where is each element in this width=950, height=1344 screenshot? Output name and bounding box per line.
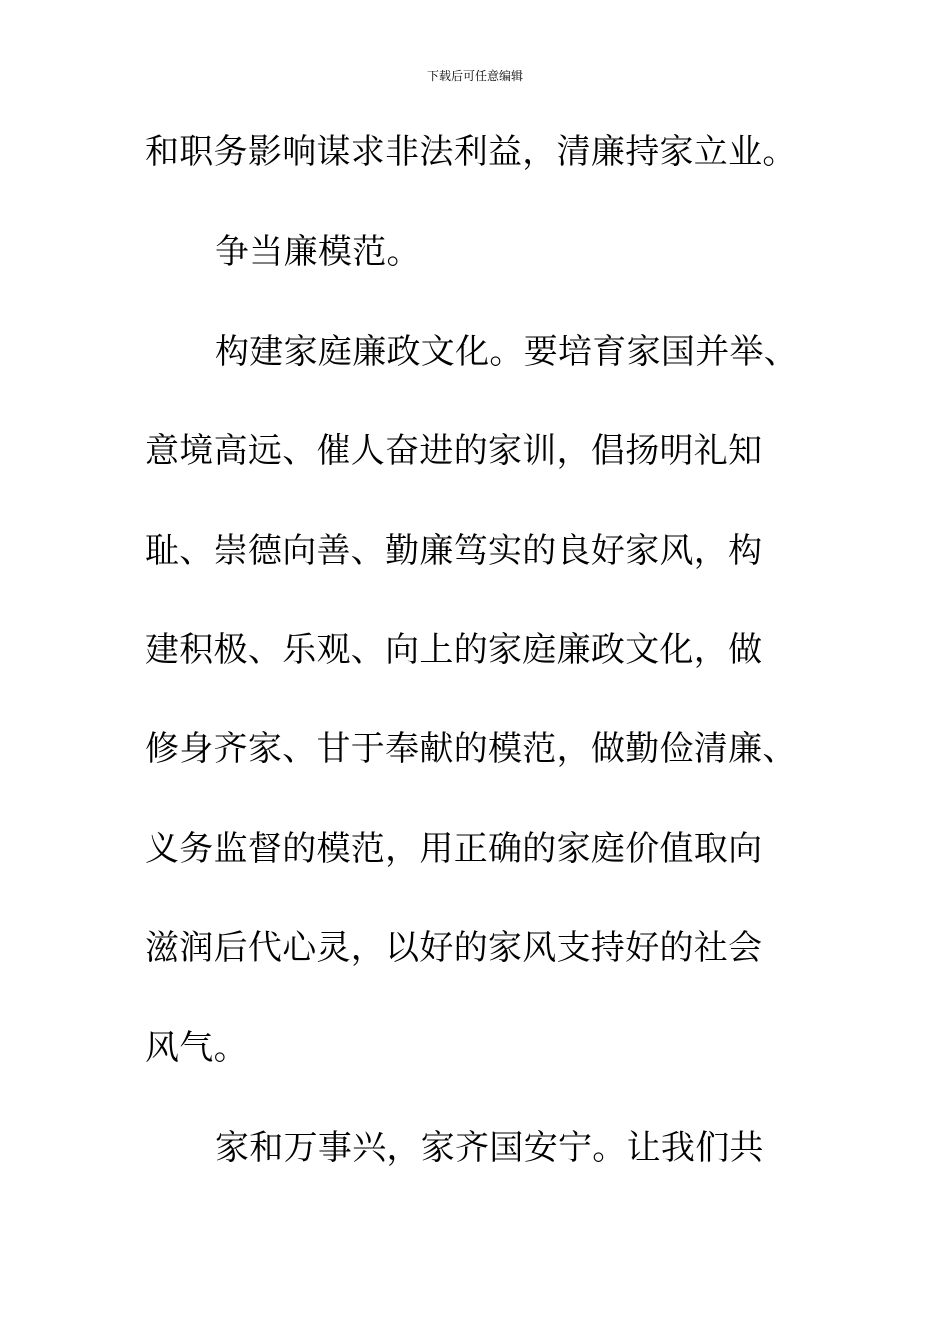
body-line-5: 耻、崇德向善、勤廉笃实的良好家风，构 [145, 531, 763, 571]
body-line-1: 和职务影响谋求非法利益，清廉持家立业。 [145, 132, 797, 172]
body-line-6: 建积极、乐观、向上的家庭廉政文化，做 [145, 630, 763, 670]
body-line-10: 风气。 [145, 1028, 248, 1068]
body-line-7: 修身齐家、甘于奉献的模范，做勤俭清廉、 [145, 729, 797, 769]
body-line-8: 义务监督的模范，用正确的家庭价值取向 [145, 829, 763, 869]
body-line-3: 构建家庭廉政文化。要培育家国并举、 [215, 332, 799, 372]
body-line-11: 家和万事兴，家齐国安宁。让我们共 [215, 1128, 764, 1168]
page-header: 下载后可任意编辑 [426, 69, 523, 83]
body-line-4: 意境高远、催人奋进的家训，倡扬明礼知 [145, 431, 763, 471]
body-line-9: 滋润后代心灵，以好的家风支持好的社会 [145, 928, 763, 968]
body-line-2: 争当廉模范。 [215, 232, 421, 272]
